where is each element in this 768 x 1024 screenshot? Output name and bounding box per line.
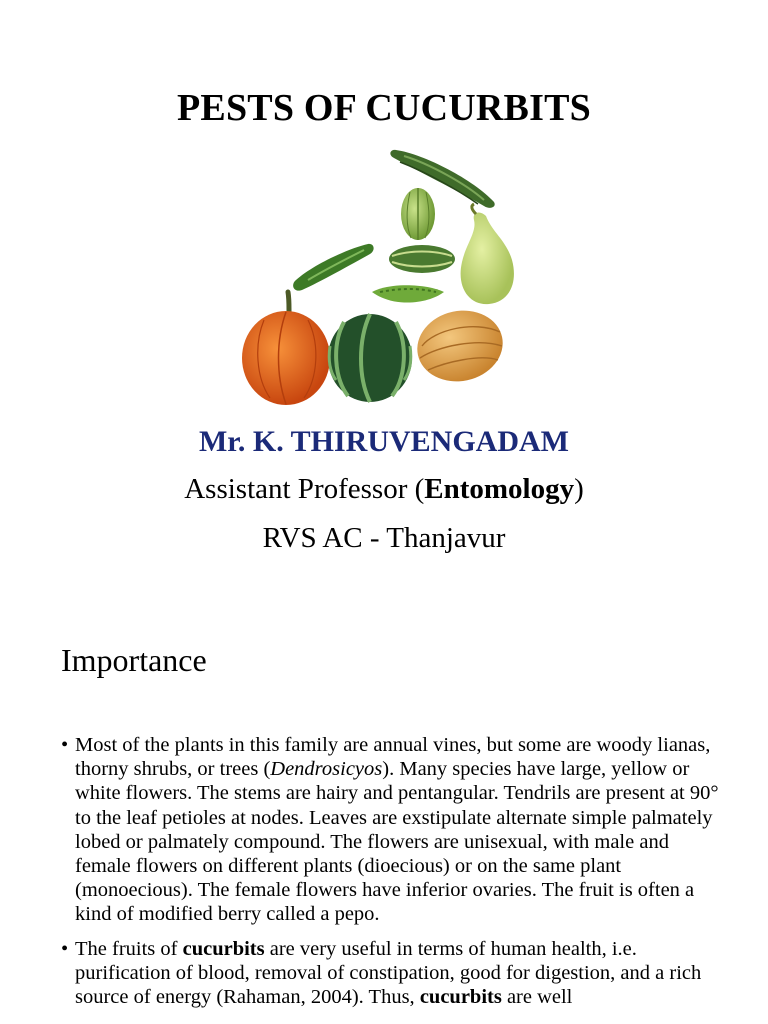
bullet-1-text-a: Most of the plants in this family are annual vines, but some are woody lianas, thorny shrubs, or trees ( <box>75 734 711 781</box>
bullet-dot: • <box>61 937 69 960</box>
cantaloupe-shape <box>411 303 510 389</box>
bitter-gourd-shape <box>372 285 444 302</box>
bullet-2-text-b: are very useful in terms of human health, i.e. purification of blood, removal of constipation, good for digestion, and a rich source of energy (Rahaman, 2004). Thus, <box>75 937 702 1009</box>
author-role <box>0 473 768 506</box>
role-suffix: ) <box>574 473 584 505</box>
bullet-item-2 <box>61 937 721 1010</box>
role-bold: Entomology <box>424 473 575 505</box>
bullet-item-1 <box>61 733 721 927</box>
bottle-gourd-shape <box>461 204 514 304</box>
author-institution: RVS AC - Thanjavur <box>262 522 506 554</box>
author-name: Mr. K. THIRUVENGADAM <box>198 425 569 458</box>
cucurbit-vegetables-icon <box>234 140 524 408</box>
pumpkin-shape <box>242 292 330 405</box>
bullet-1-italic: Dendrosicyos <box>270 758 383 781</box>
chayote-shape <box>401 188 435 240</box>
bullet-2-bold-2: cucurbits <box>419 986 502 1009</box>
importance-bullet-list <box>61 733 721 1019</box>
striped-melon-shape <box>389 245 455 273</box>
bullet-2-text-c: are well <box>501 986 573 1009</box>
role-prefix: Assistant Professor ( <box>184 473 425 505</box>
watermelon-shape <box>328 314 412 402</box>
bullet-2-bold-1: cucurbits <box>182 937 265 960</box>
slide-title: PESTS OF CUCURBITS <box>177 87 591 129</box>
cucumber-shape <box>293 244 374 291</box>
bullet-1-text-b: ). Many species have large, yellow or white flowers. The stems are hairy and pentangular. Tendrils are present at 90° to the leaf petioles at nodes. Leaves are exstipulate alternate simple palmately lobed or palmately compound. The flowers are unisexual, with male and female flowers on different plants (dioecious) or on the same plant (monoecious). The female flowers have inferior ovaries. The fruit is often a kind of modified berry called a pepo. <box>75 758 719 926</box>
bullet-2-text-a: The fruits of <box>75 937 183 960</box>
section-heading-importance: Importance <box>61 642 207 678</box>
bullet-dot: • <box>61 734 69 756</box>
